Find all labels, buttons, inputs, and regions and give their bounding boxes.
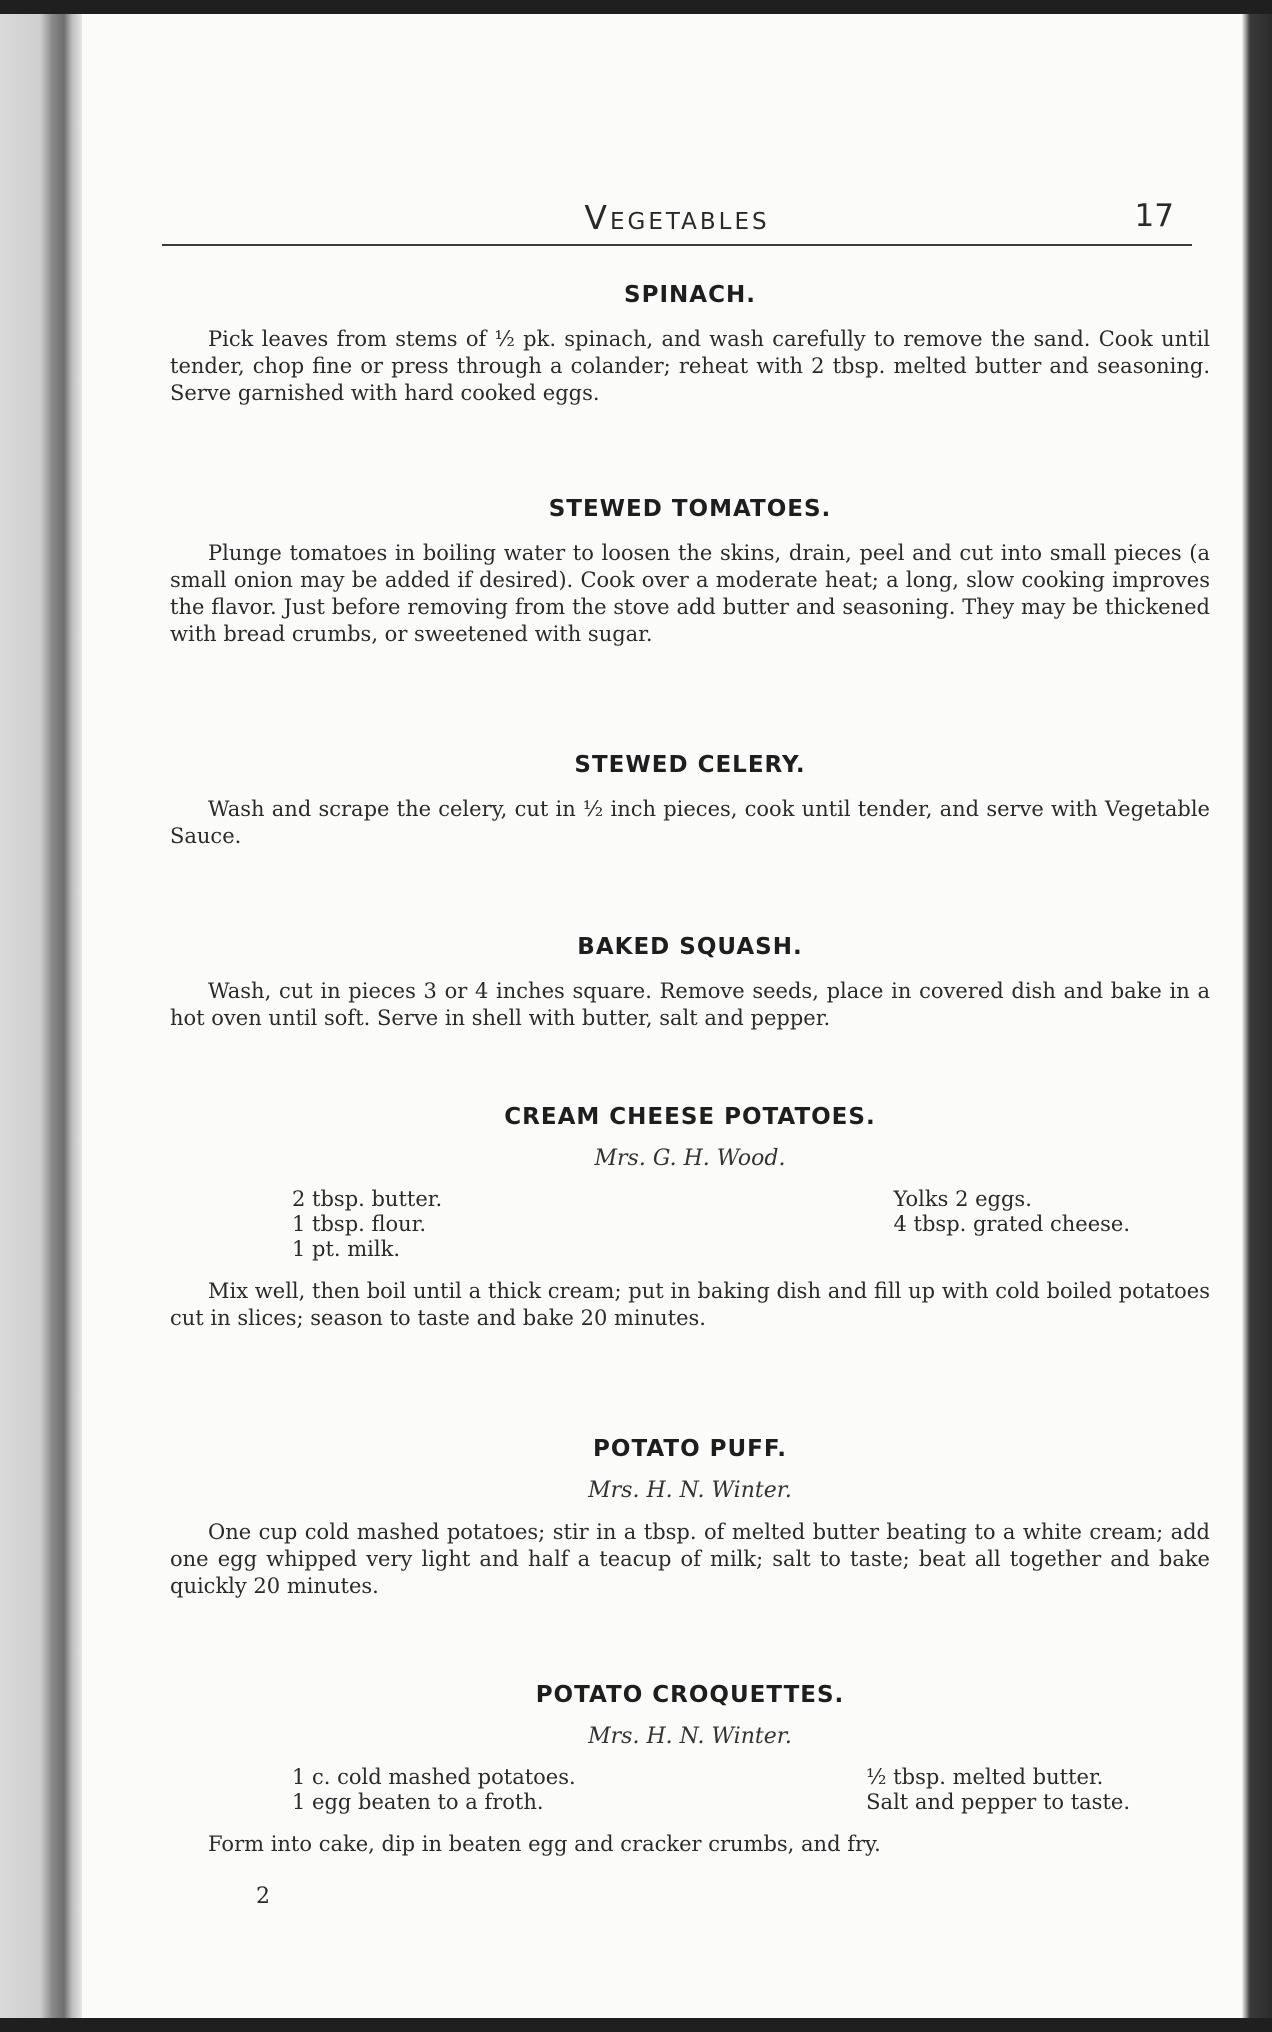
ingredient-item: Salt and pepper to taste. — [866, 1790, 1130, 1814]
recipe-baked-squash — [170, 934, 1210, 1032]
signature-mark: 2 — [256, 1884, 270, 1909]
recipe-title: CREAM CHEESE POTATOES. — [504, 1104, 876, 1130]
recipe-instructions: Mix well, then boil until a thick cream; put in baking dish and fill up with cold boiled potatoes cut in slices; season to taste and bake 20 minutes. — [170, 1279, 1210, 1330]
recipe-author: Mrs. H. N. Winter. — [588, 1478, 792, 1503]
ingredient-item: 1 pt. milk. — [292, 1237, 401, 1261]
recipe-title: BAKED SQUASH. — [577, 934, 803, 960]
recipe-author: Mrs. G. H. Wood. — [594, 1146, 786, 1171]
book-page — [82, 14, 1242, 2018]
page-title: Vegetables — [584, 198, 770, 237]
scan-top-border — [0, 0, 1272, 14]
recipe-instructions: One cup cold mashed potatoes; stir in a tbsp. of melted butter beating to a white cream; add one egg whipped very light and half a teacup of milk; salt to taste; beat all together and bake quickly 20 minutes. — [170, 1520, 1210, 1598]
recipe-title: POTATO PUFF. — [593, 1436, 787, 1462]
recipe-potato-puff — [170, 1436, 1210, 1600]
scan-right-border — [1242, 14, 1272, 2018]
recipe-title: STEWED TOMATOES. — [548, 496, 832, 522]
recipe-author: Mrs. H. N. Winter. — [588, 1724, 792, 1749]
recipe-title: STEWED CELERY. — [574, 752, 806, 778]
ingredient-item: Yolks 2 eggs. — [893, 1187, 1032, 1211]
recipe-potato-croquettes — [170, 1682, 1210, 1858]
running-header — [162, 194, 1192, 246]
recipe-instructions: Pick leaves from stems of ½ pk. spinach, and wash carefully to remove the sand. Cook until tender, chop fine or press through a colander; reheat with 2 tbsp. melted butter and seasoning. Serve garnished with hard cooked eggs. — [170, 327, 1210, 405]
ingredient-column-left — [292, 1765, 576, 1815]
ingredient-column-left — [292, 1187, 442, 1262]
page-number: 17 — [1134, 198, 1174, 234]
recipe-stewed-tomatoes — [170, 496, 1210, 648]
ingredient-item: 1 tbsp. flour. — [292, 1212, 427, 1236]
recipe-instructions: Wash, cut in pieces 3 or 4 inches square. Remove seeds, place in covered dish and bake in a hot oven until soft. Serve in shell with butter, salt and pepper. — [170, 979, 1210, 1030]
scan-bottom-border — [0, 2018, 1272, 2032]
recipe-instructions: Plunge tomatoes in boiling water to loosen the skins, drain, peel and cut into small pieces (a small onion may be added if desired). Cook over a moderate heat; a long, slow cooking improves the flavor. Just before removing from the stove add butter and seasoning. They may be thickened with bread crumbs, or sweetened with sugar. — [170, 541, 1210, 646]
recipe-stewed-celery — [170, 752, 1210, 850]
recipe-title: POTATO CROQUETTES. — [535, 1682, 845, 1708]
recipe-spinach — [170, 282, 1210, 407]
ingredient-column-right — [866, 1765, 1130, 1815]
ingredient-item: ½ tbsp. melted butter. — [866, 1765, 1104, 1789]
recipe-instructions: Wash and scrape the celery, cut in ½ inch pieces, cook until tender, and serve with Vegetable Sauce. — [170, 797, 1210, 848]
ingredient-column-right — [894, 1187, 1131, 1262]
ingredient-list — [170, 1187, 1210, 1262]
recipe-instructions: Form into cake, dip in beaten egg and cracker crumbs, and fry. — [208, 1832, 881, 1856]
ingredient-list — [170, 1765, 1210, 1815]
ingredient-item: 1 egg beaten to a froth. — [292, 1790, 544, 1814]
ingredient-item: 4 tbsp. grated cheese. — [893, 1212, 1130, 1236]
book-spine-edge — [0, 14, 82, 2018]
ingredient-item: 2 tbsp. butter. — [292, 1187, 443, 1211]
recipe-title: SPINACH. — [624, 282, 756, 308]
ingredient-item: 1 c. cold mashed potatoes. — [292, 1765, 576, 1789]
recipe-cream-cheese-potatoes — [170, 1104, 1210, 1332]
